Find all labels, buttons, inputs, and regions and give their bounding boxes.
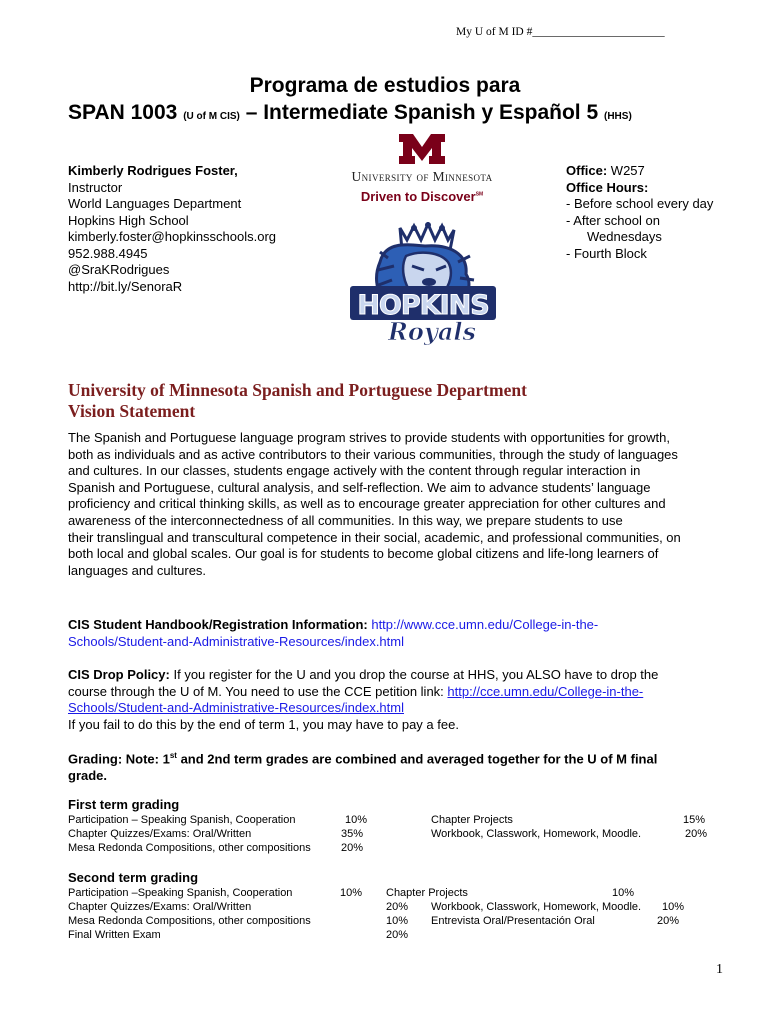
table-row xyxy=(68,914,708,928)
page-title xyxy=(0,72,770,100)
grade-item: Workbook, Classwork, Homework, Moodle. xyxy=(431,901,642,913)
office-hours-item: - Fourth Block xyxy=(566,245,647,261)
office-info xyxy=(566,163,713,262)
um-id-field xyxy=(456,26,665,38)
grade-item: Chapter Projects xyxy=(386,887,468,899)
title-dash: – xyxy=(245,101,258,124)
um-id-label: My U of M ID #_______________________ xyxy=(456,26,665,38)
grade-pct: 20% xyxy=(341,842,364,854)
grade-item: Participation – Speaking Spanish, Cooperation xyxy=(68,814,296,826)
instructor-phone: 952.988.4945 xyxy=(68,245,148,261)
course-tag: (U of M CIS) xyxy=(183,111,240,122)
first-term-heading: First term grading xyxy=(68,797,180,812)
hopkins-wordmark: HOPKINS xyxy=(357,290,489,321)
grade-item: Chapter Quizzes/Exams: Oral/Written xyxy=(68,901,252,913)
table-row xyxy=(68,928,708,942)
umn-logo xyxy=(330,134,514,212)
office-label: Office: xyxy=(566,163,608,178)
cce-petition-link[interactable]: http://cce.umn.edu/College-in-the- xyxy=(447,683,644,699)
instructor-role: Instructor xyxy=(68,179,123,195)
grading-note-sup: st xyxy=(169,751,177,760)
vision-statement xyxy=(68,430,681,579)
vision-heading-line1: University of Minnesota Spanish and Portuguese Department xyxy=(68,380,527,400)
umn-tagline-wrap xyxy=(330,189,514,204)
vision-line: The Spanish and Portuguese language program strives to provide students with opportunities for growth, xyxy=(68,430,670,445)
school-tag: (HHS) xyxy=(604,111,632,122)
vision-heading-line2: Vision Statement xyxy=(68,401,196,421)
grade-pct: 10% xyxy=(386,915,409,927)
vision-line: and cultures. In our classes, students engage actively with the content through regular interaction in xyxy=(68,463,641,479)
grade-pct: 35% xyxy=(341,828,364,840)
umn-service-mark: SM xyxy=(475,191,484,198)
drop-policy-fee: If you fail to do this by the end of term 1, you may have to pay a fee. xyxy=(68,716,459,732)
first-term-left xyxy=(68,813,378,855)
vision-line: awareness of the interconnectedness of all communities. In this way, we prepare students to use xyxy=(68,512,623,528)
royals-script: Royals xyxy=(387,317,477,346)
grade-item: Mesa Redonda Compositions, other compositions xyxy=(68,842,311,854)
instructor-email[interactable]: kimberly.foster@hopkinsschools.org xyxy=(68,229,277,244)
office-hours-item: - After school on xyxy=(566,212,660,228)
table-row xyxy=(68,827,378,841)
instructor-info xyxy=(68,163,276,295)
umn-name: University of Minnesota xyxy=(351,169,493,184)
cis-handbook-label: CIS Student Handbook/Registration Information: xyxy=(68,617,368,632)
grade-pct: 10% xyxy=(612,887,635,899)
vision-line: both as individuals and as active contributors to their various communities, through the study of languages xyxy=(68,446,678,462)
table-row xyxy=(68,900,708,914)
table-row xyxy=(68,841,378,855)
vision-line: Spanish and Portuguese, cultural analysis, and self-reflection. We aim to advance students’ language xyxy=(68,479,651,495)
grading-note-rest: and 2nd term grades are combined and averaged together for the U of M final xyxy=(176,751,658,767)
instructor-name: Kimberly Rodrigues Foster, xyxy=(68,163,238,178)
cce-petition-link-cont[interactable]: Schools/Student-and-Administrative-Resources/index.html xyxy=(68,700,404,716)
grade-pct: 20% xyxy=(386,901,409,913)
office-hours-item: Wednesdays xyxy=(587,229,662,244)
vision-line: proficiency and critical thinking skills, as well as to encourage greater appreciation for other cultures and xyxy=(68,496,666,512)
course-code: SPAN 1003 xyxy=(68,101,178,124)
cis-handbook-link[interactable]: http://www.cce.umn.edu/College-in-the- xyxy=(371,617,599,632)
cis-handbook xyxy=(68,617,598,650)
grade-item: Entrevista Oral/Presentación Oral xyxy=(431,915,595,927)
instructor-website[interactable]: http://bit.ly/SenoraR xyxy=(68,278,183,294)
office-hours-label: Office Hours: xyxy=(566,179,649,195)
vision-line: both local and global scales. Our goal is for students to become global citizens and life-long learners of xyxy=(68,546,659,562)
vision-line: languages and cultures. xyxy=(68,562,207,578)
vision-heading xyxy=(68,380,527,422)
course-title xyxy=(68,99,632,131)
page-number: 1 xyxy=(716,962,723,977)
drop-policy-text: If you register for the U and you drop the course at HHS, you ALSO have to drop the xyxy=(173,667,659,682)
grade-pct: 10% xyxy=(345,814,368,826)
grading-note-line2: grade. xyxy=(68,767,108,783)
table-row xyxy=(68,813,378,827)
office-room: W257 xyxy=(610,163,645,178)
second-term-heading: Second term grading xyxy=(68,870,199,885)
second-term-table xyxy=(68,886,708,942)
grade-item: Workbook, Classwork, Homework, Moodle. xyxy=(431,828,642,840)
hopkins-royals-logo xyxy=(350,222,496,350)
umn-m-mark-icon xyxy=(399,134,445,164)
umn-tagline: Driven to Discover xyxy=(360,189,476,204)
course-name: Intermediate Spanish y Español 5 xyxy=(263,101,599,124)
drop-policy-text: course through the U of M. You need to use the CCE petition link: xyxy=(68,683,444,699)
grading-note xyxy=(68,748,657,785)
table-row xyxy=(431,813,711,827)
instructor-school: Hopkins High School xyxy=(68,212,189,228)
grade-pct: 20% xyxy=(657,915,680,927)
title-line1: Programa de estudios para xyxy=(249,74,521,97)
grade-pct: 10% xyxy=(662,901,685,913)
first-term-right xyxy=(431,813,711,841)
table-row xyxy=(68,886,708,900)
instructor-twitter: @SraKRodrigues xyxy=(68,262,170,277)
grade-pct: 20% xyxy=(685,828,708,840)
cis-handbook-link-cont[interactable]: Schools/Student-and-Administrative-Resources/index.html xyxy=(68,633,404,649)
office-hours-item: - Before school every day xyxy=(566,196,714,211)
instructor-department: World Languages Department xyxy=(68,196,242,211)
grade-item: Chapter Quizzes/Exams: Oral/Written xyxy=(68,828,252,840)
grade-pct: 20% xyxy=(386,929,409,941)
grade-item: Final Written Exam xyxy=(68,929,161,941)
grade-item: Mesa Redonda Compositions, other compositions xyxy=(68,915,311,927)
grade-item: Chapter Projects xyxy=(431,814,513,826)
table-row xyxy=(431,827,711,841)
grade-pct: 15% xyxy=(683,814,706,826)
vision-line: their translingual and transcultural competence in their social, academic, and professional communities, on xyxy=(68,529,681,545)
drop-policy-label: CIS Drop Policy: xyxy=(68,667,170,682)
grade-item: Participation –Speaking Spanish, Cooperation xyxy=(68,887,293,899)
grading-note-prefix: Grading: Note: 1 xyxy=(68,751,170,767)
grade-pct: 10% xyxy=(340,887,363,899)
cis-drop-policy xyxy=(68,667,658,733)
lion-icon xyxy=(350,222,496,350)
